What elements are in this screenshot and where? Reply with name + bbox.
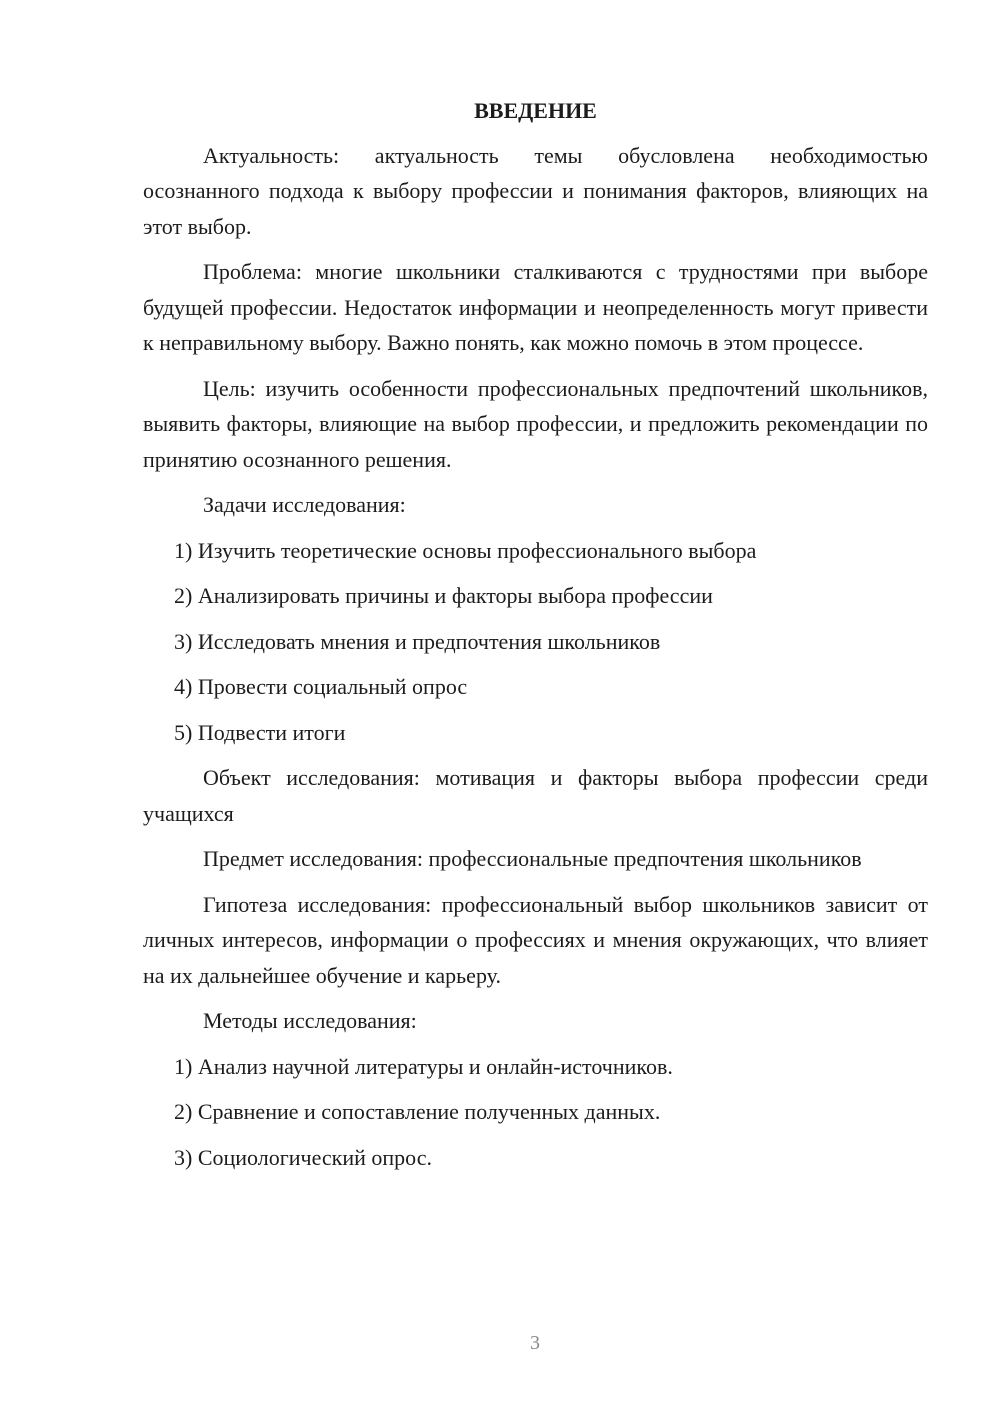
list-item: 3) Социологический опрос. <box>174 1144 432 1170</box>
paragraph-object: Объект исследования: мотивация и факторы выбора профессии среди учащихся <box>143 765 928 826</box>
tasks-list <box>143 533 928 751</box>
list-item: 4) Провести социальный опрос <box>174 674 468 699</box>
section-heading: ВВЕДЕНИЕ <box>474 98 597 123</box>
paragraph-relevance: Актуальность: актуальность темы обусловлена необходимостью осознанного подхода к выбору профессии и понимания факторов, влияющих на этот выбор. <box>143 142 928 239</box>
list-item: 1) Изучить теоретические основы профессионального выбора <box>174 537 757 563</box>
paragraph-subject: Предмет исследования: профессиональные предпочтения школьников <box>203 846 862 871</box>
tasks-title: Задачи исследования: <box>203 492 406 517</box>
paragraph-problem: Проблема: многие школьники сталкиваются с трудностями при выборе будущей профессии. Недостаток информации и неопределенность могут привести к неправильному выбору. Важно понять, как можно помочь в этом процессе. <box>143 259 928 355</box>
list-item: 2) Сравнение и сопоставление полученных данных. <box>174 1099 661 1124</box>
list-item: 1) Анализ научной литературы и онлайн-источников. <box>174 1053 673 1079</box>
list-item: 5) Подвести итоги <box>174 719 346 745</box>
list-item: 2) Анализировать причины и факторы выбора профессии <box>174 583 713 608</box>
paragraph-goal: Цель: изучить особенности профессиональных предпочтений школьников, выявить факторы, влияющие на выбор профессии, и предложить рекомендации по принятию осознанного решения. <box>143 375 928 472</box>
page-content <box>143 93 928 1185</box>
methods-title: Методы исследования: <box>203 1008 417 1033</box>
paragraph-hypothesis: Гипотеза исследования: профессиональный выбор школьников зависит от личных интересов, информации о профессиях и мнения окружающих, что влияет на их дальнейшее обучение и карьеру. <box>143 891 928 988</box>
methods-list <box>143 1049 928 1176</box>
list-item: 3) Исследовать мнения и предпочтения школьников <box>174 628 661 654</box>
page-number: 3 <box>530 1332 540 1354</box>
